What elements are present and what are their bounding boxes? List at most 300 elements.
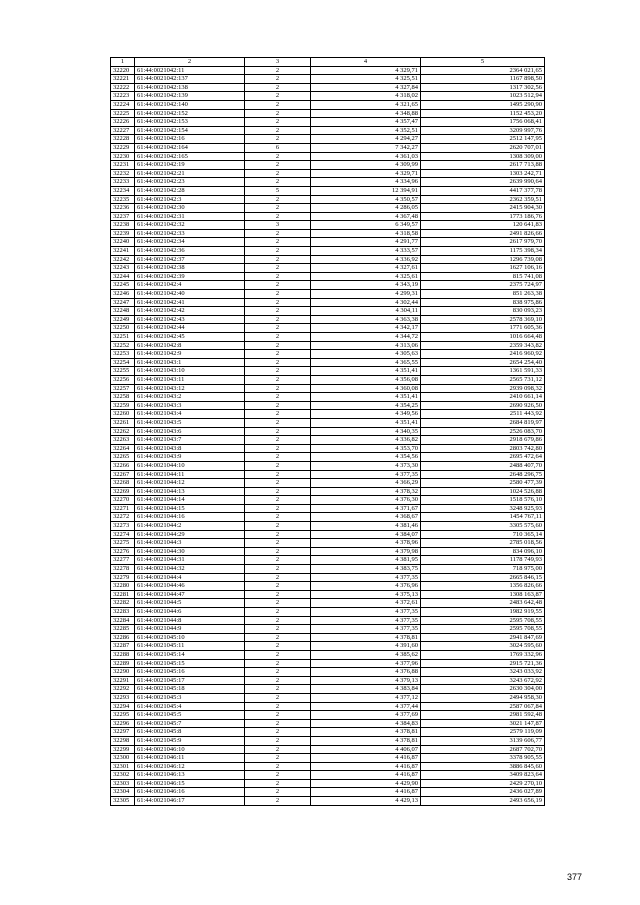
count-cell: 2 <box>245 367 311 376</box>
count-cell: 2 <box>245 633 311 642</box>
row-number-cell: 32244 <box>111 272 135 281</box>
count-cell: 2 <box>245 264 311 273</box>
row-number-cell: 32220 <box>111 66 135 75</box>
area-cell: 4 378,81 <box>311 736 421 745</box>
row-number-cell: 32247 <box>111 298 135 307</box>
area-cell: 4 379,98 <box>311 547 421 556</box>
count-cell: 2 <box>245 547 311 556</box>
count-cell: 2 <box>245 745 311 754</box>
table-row <box>111 650 545 659</box>
cadastral-number-cell: 61:44:0021042:140 <box>135 100 245 109</box>
table-row <box>111 530 545 539</box>
value-cell: 2803 742,80 <box>421 444 545 453</box>
row-number-cell: 32269 <box>111 487 135 496</box>
count-cell: 2 <box>245 135 311 144</box>
value-cell: 2918 679,86 <box>421 436 545 445</box>
value-cell: 2915 721,36 <box>421 659 545 668</box>
area-cell: 4 329,71 <box>311 169 421 178</box>
cadastral-number-cell: 61:44:0021046:15 <box>135 779 245 788</box>
row-number-cell: 32255 <box>111 367 135 376</box>
area-cell: 4 377,44 <box>311 702 421 711</box>
area-cell: 4 383,75 <box>311 565 421 574</box>
table-row <box>111 470 545 479</box>
area-cell: 4 357,47 <box>311 118 421 127</box>
value-cell: 2415 904,30 <box>421 204 545 213</box>
row-number-cell: 32277 <box>111 556 135 565</box>
area-cell: 4 313,06 <box>311 341 421 350</box>
row-number-cell: 32291 <box>111 676 135 685</box>
area-cell: 4 321,65 <box>311 100 421 109</box>
row-number-cell: 32256 <box>111 375 135 384</box>
value-cell: 3209 997,76 <box>421 126 545 135</box>
row-number-cell: 32266 <box>111 461 135 470</box>
value-cell: 2375 724,97 <box>421 281 545 290</box>
table-row <box>111 384 545 393</box>
table-row <box>111 281 545 290</box>
area-cell: 4 377,35 <box>311 573 421 582</box>
count-cell: 2 <box>245 797 311 806</box>
area-cell: 4 342,17 <box>311 324 421 333</box>
row-number-cell: 32301 <box>111 762 135 771</box>
table-row <box>111 797 545 806</box>
row-number-cell: 32258 <box>111 393 135 402</box>
count-cell: 2 <box>245 333 311 342</box>
count-cell: 2 <box>245 539 311 548</box>
row-number-cell: 32265 <box>111 453 135 462</box>
row-number-cell: 32243 <box>111 264 135 273</box>
count-cell: 2 <box>245 573 311 582</box>
row-number-cell: 32303 <box>111 779 135 788</box>
value-cell: 2695 472,64 <box>421 453 545 462</box>
row-number-cell: 32229 <box>111 143 135 152</box>
value-cell: 718 975,00 <box>421 565 545 574</box>
table-row <box>111 118 545 127</box>
table-row <box>111 719 545 728</box>
cadastral-number-cell: 61:44:0021046:16 <box>135 788 245 797</box>
area-cell: 4 351,41 <box>311 393 421 402</box>
area-cell: 4 372,61 <box>311 599 421 608</box>
count-cell: 2 <box>245 281 311 290</box>
table-row <box>111 100 545 109</box>
area-cell: 4 340,35 <box>311 427 421 436</box>
value-cell: 2587 067,84 <box>421 702 545 711</box>
cadastral-number-cell: 61:44:0021045:14 <box>135 650 245 659</box>
row-number-cell: 32237 <box>111 212 135 221</box>
cadastral-number-cell: 61:44:0021042:38 <box>135 264 245 273</box>
table-row <box>111 333 545 342</box>
value-cell: 2665 846,15 <box>421 573 545 582</box>
count-cell: 2 <box>245 496 311 505</box>
table-row <box>111 410 545 419</box>
cadastral-number-cell: 61:44:0021042:23 <box>135 178 245 187</box>
row-number-cell: 32260 <box>111 410 135 419</box>
table-row <box>111 272 545 281</box>
row-number-cell: 32304 <box>111 788 135 797</box>
value-cell: 834 096,10 <box>421 547 545 556</box>
count-cell: 2 <box>245 169 311 178</box>
cadastral-number-cell: 61:44:0021044:12 <box>135 479 245 488</box>
cadastral-number-cell: 61:44:0021044:3 <box>135 539 245 548</box>
table-row <box>111 350 545 359</box>
area-cell: 4 336,92 <box>311 255 421 264</box>
value-cell: 1308 163,87 <box>421 590 545 599</box>
header-col-3: 3 <box>245 58 311 67</box>
cadastral-number-cell: 61:44:0021044:32 <box>135 565 245 574</box>
count-cell: 2 <box>245 427 311 436</box>
value-cell: 2690 926,50 <box>421 401 545 410</box>
table-row <box>111 659 545 668</box>
cadastral-number-cell: 61:44:0021044:2 <box>135 522 245 531</box>
row-number-cell: 32240 <box>111 238 135 247</box>
value-cell: 2429 270,10 <box>421 779 545 788</box>
value-cell: 838 975,86 <box>421 298 545 307</box>
cadastral-number-cell: 61:44:0021043:6 <box>135 427 245 436</box>
cadastral-number-cell: 61:44:0021045:16 <box>135 668 245 677</box>
count-cell: 2 <box>245 307 311 316</box>
row-number-cell: 32292 <box>111 685 135 694</box>
value-cell: 2488 407,70 <box>421 461 545 470</box>
cadastral-number-cell: 61:44:0021043:3 <box>135 401 245 410</box>
table-row <box>111 496 545 505</box>
row-number-cell: 32284 <box>111 616 135 625</box>
count-cell: 2 <box>245 83 311 92</box>
cadastral-number-cell: 61:44:0021042:37 <box>135 255 245 264</box>
area-cell: 4 291,77 <box>311 238 421 247</box>
row-number-cell: 32271 <box>111 504 135 513</box>
value-cell: 2359 343,82 <box>421 341 545 350</box>
cadastral-number-cell: 61:44:0021044:16 <box>135 513 245 522</box>
header-col-2: 2 <box>135 58 245 67</box>
table-row <box>111 754 545 763</box>
table-row <box>111 573 545 582</box>
row-number-cell: 32225 <box>111 109 135 118</box>
row-number-cell: 32262 <box>111 427 135 436</box>
cadastral-number-cell: 61:44:0021044:46 <box>135 582 245 591</box>
count-cell: 2 <box>245 204 311 213</box>
cadastral-number-cell: 61:44:0021042:19 <box>135 161 245 170</box>
row-number-cell: 32297 <box>111 728 135 737</box>
table-row <box>111 504 545 513</box>
row-number-cell: 32233 <box>111 178 135 187</box>
cadastral-number-cell: 61:44:0021044:11 <box>135 470 245 479</box>
table-row <box>111 487 545 496</box>
count-cell: 2 <box>245 599 311 608</box>
table-row <box>111 453 545 462</box>
value-cell: 2617 979,70 <box>421 238 545 247</box>
cadastral-number-cell: 61:44:0021043:1 <box>135 358 245 367</box>
cadastral-number-cell: 61:44:0021044:9 <box>135 625 245 634</box>
table-row <box>111 513 545 522</box>
area-cell: 4 383,84 <box>311 685 421 694</box>
row-number-cell: 32222 <box>111 83 135 92</box>
cadastral-number-cell: 61:44:0021044:4 <box>135 573 245 582</box>
area-cell: 4 352,51 <box>311 126 421 135</box>
row-number-cell: 32235 <box>111 195 135 204</box>
count-cell: 2 <box>245 92 311 101</box>
table-row <box>111 728 545 737</box>
row-number-cell: 32228 <box>111 135 135 144</box>
value-cell: 1769 332,96 <box>421 650 545 659</box>
count-cell: 2 <box>245 719 311 728</box>
row-number-cell: 32288 <box>111 650 135 659</box>
table-row <box>111 367 545 376</box>
count-cell: 2 <box>245 736 311 745</box>
count-cell: 2 <box>245 401 311 410</box>
count-cell: 2 <box>245 161 311 170</box>
header-row <box>111 58 545 67</box>
table-row <box>111 444 545 453</box>
value-cell: 2512 147,95 <box>421 135 545 144</box>
table-row <box>111 762 545 771</box>
value-cell: 3024 595,60 <box>421 642 545 651</box>
count-cell: 2 <box>245 100 311 109</box>
area-cell: 4 376,96 <box>311 582 421 591</box>
area-cell: 4 366,29 <box>311 479 421 488</box>
count-cell: 2 <box>245 754 311 763</box>
table-row <box>111 358 545 367</box>
table-row <box>111 642 545 651</box>
cadastral-number-cell: 61:44:0021042:33 <box>135 229 245 238</box>
count-cell: 2 <box>245 126 311 135</box>
table-row <box>111 195 545 204</box>
value-cell: 1016 664,48 <box>421 333 545 342</box>
count-cell: 2 <box>245 247 311 256</box>
row-number-cell: 32285 <box>111 625 135 634</box>
area-cell: 4 377,35 <box>311 608 421 617</box>
value-cell: 2939 098,32 <box>421 384 545 393</box>
count-cell: 2 <box>245 504 311 513</box>
count-cell: 2 <box>245 487 311 496</box>
area-cell: 4 381,46 <box>311 522 421 531</box>
count-cell: 2 <box>245 410 311 419</box>
area-cell: 4 384,07 <box>311 530 421 539</box>
area-cell: 4 367,48 <box>311 212 421 221</box>
cadastral-number-cell: 61:44:0021045:3 <box>135 693 245 702</box>
table-row <box>111 229 545 238</box>
area-cell: 4 350,57 <box>311 195 421 204</box>
area-cell: 4 377,96 <box>311 659 421 668</box>
table-row <box>111 418 545 427</box>
value-cell: 2565 731,12 <box>421 375 545 384</box>
table-row <box>111 178 545 187</box>
value-cell: 2785 018,56 <box>421 539 545 548</box>
row-number-cell: 32268 <box>111 479 135 488</box>
value-cell: 2364 021,65 <box>421 66 545 75</box>
area-cell: 4 429,90 <box>311 779 421 788</box>
cadastral-number-cell: 61:44:0021042:9 <box>135 350 245 359</box>
area-cell: 4 378,81 <box>311 633 421 642</box>
count-cell: 2 <box>245 358 311 367</box>
count-cell: 2 <box>245 530 311 539</box>
cadastral-number-cell: 61:44:0021044:30 <box>135 547 245 556</box>
row-number-cell: 32245 <box>111 281 135 290</box>
value-cell: 1771 605,36 <box>421 324 545 333</box>
row-number-cell: 32286 <box>111 633 135 642</box>
cadastral-number-cell: 61:44:0021045:17 <box>135 676 245 685</box>
row-number-cell: 32283 <box>111 608 135 617</box>
row-number-cell: 32272 <box>111 513 135 522</box>
count-cell: 2 <box>245 625 311 634</box>
count-cell: 2 <box>245 693 311 702</box>
value-cell: 1024 526,88 <box>421 487 545 496</box>
table-row <box>111 212 545 221</box>
value-cell: 1495 290,90 <box>421 100 545 109</box>
cadastral-number-cell: 61:44:0021043:7 <box>135 436 245 445</box>
cadastral-number-cell: 61:44:0021044:14 <box>135 496 245 505</box>
count-cell: 2 <box>245 676 311 685</box>
area-cell: 4 299,31 <box>311 290 421 299</box>
cadastral-number-cell: 61:44:0021044:10 <box>135 461 245 470</box>
value-cell: 4417 377,78 <box>421 186 545 195</box>
value-cell: 851 263,38 <box>421 290 545 299</box>
row-number-cell: 32236 <box>111 204 135 213</box>
value-cell: 1317 302,56 <box>421 83 545 92</box>
header-col-4: 4 <box>311 58 421 67</box>
count-cell: 2 <box>245 659 311 668</box>
row-number-cell: 32287 <box>111 642 135 651</box>
row-number-cell: 32257 <box>111 384 135 393</box>
value-cell: 1773 186,76 <box>421 212 545 221</box>
table-row <box>111 599 545 608</box>
value-cell: 710 365,14 <box>421 530 545 539</box>
area-cell: 4 373,30 <box>311 461 421 470</box>
area-cell: 4 391,60 <box>311 642 421 651</box>
count-cell: 2 <box>245 290 311 299</box>
cadastral-number-cell: 61:44:0021046:11 <box>135 754 245 763</box>
count-cell: 2 <box>245 762 311 771</box>
row-number-cell: 32280 <box>111 582 135 591</box>
header-col-1: 1 <box>111 58 135 67</box>
area-cell: 4 294,27 <box>311 135 421 144</box>
value-cell: 2483 642,48 <box>421 599 545 608</box>
area-cell: 4 363,38 <box>311 315 421 324</box>
value-cell: 2436 027,89 <box>421 788 545 797</box>
table-row <box>111 676 545 685</box>
count-cell: 2 <box>245 565 311 574</box>
area-cell: 4 343,19 <box>311 281 421 290</box>
table-row <box>111 375 545 384</box>
area-cell: 4 344,72 <box>311 333 421 342</box>
cadastral-number-cell: 61:44:0021045:4 <box>135 702 245 711</box>
area-cell: 4 375,13 <box>311 590 421 599</box>
value-cell: 2648 296,75 <box>421 470 545 479</box>
count-cell: 6 <box>245 143 311 152</box>
row-number-cell: 32299 <box>111 745 135 754</box>
table-row <box>111 152 545 161</box>
table-row <box>111 461 545 470</box>
table-row <box>111 693 545 702</box>
row-number-cell: 32249 <box>111 315 135 324</box>
cadastral-number-cell: 61:44:0021043:11 <box>135 375 245 384</box>
row-number-cell: 32251 <box>111 333 135 342</box>
value-cell: 1756 068,41 <box>421 118 545 127</box>
value-cell: 1167 898,50 <box>421 75 545 84</box>
count-cell: 2 <box>245 728 311 737</box>
table-row <box>111 590 545 599</box>
value-cell: 1175 398,34 <box>421 247 545 256</box>
table-row <box>111 109 545 118</box>
cadastral-number-cell: 61:44:0021043:5 <box>135 418 245 427</box>
cadastral-number-cell: 61:44:0021042:40 <box>135 290 245 299</box>
count-cell: 2 <box>245 118 311 127</box>
table-row <box>111 186 545 195</box>
cadastral-number-cell: 61:44:0021044:31 <box>135 556 245 565</box>
value-cell: 1454 767,11 <box>421 513 545 522</box>
table-row <box>111 522 545 531</box>
count-cell: 2 <box>245 702 311 711</box>
table-row <box>111 711 545 720</box>
table-row <box>111 436 545 445</box>
cadastral-number-cell: 61:44:0021042:28 <box>135 186 245 195</box>
cadastral-number-cell: 61:44:0021044:5 <box>135 599 245 608</box>
row-number-cell: 32248 <box>111 307 135 316</box>
area-cell: 4 416,87 <box>311 754 421 763</box>
value-cell: 2595 708,55 <box>421 616 545 625</box>
count-cell: 5 <box>245 186 311 195</box>
value-cell: 3248 925,93 <box>421 504 545 513</box>
count-cell: 2 <box>245 771 311 780</box>
table-row <box>111 83 545 92</box>
cadastral-number-cell: 61:44:0021045:15 <box>135 659 245 668</box>
value-cell: 2654 254,40 <box>421 358 545 367</box>
area-cell: 4 354,56 <box>311 453 421 462</box>
area-cell: 4 318,58 <box>311 229 421 238</box>
table-row <box>111 771 545 780</box>
row-number-cell: 32253 <box>111 350 135 359</box>
value-cell: 2617 713,88 <box>421 161 545 170</box>
cadastral-number-cell: 61:44:0021042:21 <box>135 169 245 178</box>
cadastral-number-cell: 61:44:0021042:34 <box>135 238 245 247</box>
area-cell: 4 334,96 <box>311 178 421 187</box>
area-cell: 4 360,08 <box>311 384 421 393</box>
area-cell: 12 394,91 <box>311 186 421 195</box>
table-row <box>111 221 545 230</box>
table-row <box>111 161 545 170</box>
value-cell: 3305 575,60 <box>421 522 545 531</box>
row-number-cell: 32289 <box>111 659 135 668</box>
value-cell: 2526 083,70 <box>421 427 545 436</box>
area-cell: 4 309,99 <box>311 161 421 170</box>
value-cell: 1023 512,94 <box>421 92 545 101</box>
count-cell: 2 <box>245 75 311 84</box>
count-cell: 2 <box>245 779 311 788</box>
row-number-cell: 32230 <box>111 152 135 161</box>
count-cell: 2 <box>245 470 311 479</box>
count-cell: 3 <box>245 221 311 230</box>
row-number-cell: 32221 <box>111 75 135 84</box>
count-cell: 2 <box>245 590 311 599</box>
area-cell: 4 351,41 <box>311 418 421 427</box>
area-cell: 4 406,07 <box>311 745 421 754</box>
row-number-cell: 32239 <box>111 229 135 238</box>
cadastral-number-cell: 61:44:0021043:2 <box>135 393 245 402</box>
count-cell: 2 <box>245 650 311 659</box>
table-row <box>111 135 545 144</box>
row-number-cell: 32254 <box>111 358 135 367</box>
table-row <box>111 298 545 307</box>
cadastral-number-cell: 61:44:0021046:17 <box>135 797 245 806</box>
cadastral-number-cell: 61:44:0021042:45 <box>135 333 245 342</box>
count-cell: 2 <box>245 195 311 204</box>
table-row <box>111 479 545 488</box>
row-number-cell: 32305 <box>111 797 135 806</box>
table-row <box>111 547 545 556</box>
table-row <box>111 204 545 213</box>
cadastral-number-cell: 61:44:0021045:5 <box>135 711 245 720</box>
value-cell: 3886 845,60 <box>421 762 545 771</box>
count-cell: 2 <box>245 479 311 488</box>
row-number-cell: 32302 <box>111 771 135 780</box>
